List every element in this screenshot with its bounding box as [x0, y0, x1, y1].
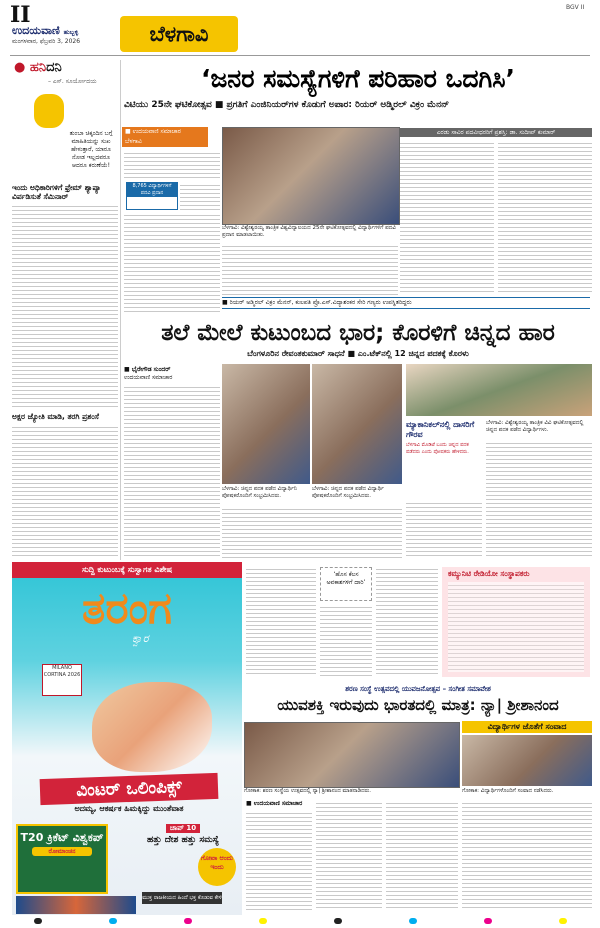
- column-divider: [120, 60, 121, 560]
- cricketer-strip: [16, 896, 136, 914]
- second-subhead: ಬೆಂಗಳೂರಿನ ರೇವಂತಕುಮಾರ್ ಸಾಧನೆ ■ ಎಂ.ಟೆಕ್‌ನಲ್ಲಿ 12 ಚಿನ್ನದ ಪದಕಕ್ಕೆ ಕೊರಳು: [247, 349, 469, 358]
- registration-marks: [0, 914, 600, 928]
- issue-date: ಮಂಗಳವಾರ, ಫೆಬ್ರವರಿ 3, 2026: [12, 38, 81, 45]
- honey-column-byline: – ಎಸ್. ಸೂರ್ಯೋದಯ: [48, 78, 97, 85]
- brand-edition: ಹುಬ್ಬಳ್ಳಿ: [63, 29, 79, 36]
- second-byline: ■ ಭೈರೇಗೌಡ ಸುಂದರ್: [124, 366, 171, 373]
- convocation-photo: [222, 127, 400, 225]
- lead-side-strip: ಎರಡು ಸಾವಿರ ಪದವೀಧರರಿಗೆ ಪ್ರಶಸ್ತಿ: ಡಾ. ಸುದೀಪ್ ಕುಮಾರ್: [400, 128, 592, 137]
- lower-body-6: [386, 800, 458, 910]
- olympic-logo: MILANO CORTINA 2026: [42, 664, 82, 696]
- second-body-3: [406, 500, 482, 558]
- ad-bottom-strip: ಮುಕ್ತ ರಾಜಕೀಯದ ಹಿಂದೆ ಭಕ್ತ ಕೊಡುವ ಕೇಳಿ: [142, 892, 222, 904]
- t20-tag: ರೋಮಾಂಚನ: [32, 847, 92, 856]
- gold-medal-photo-2: [312, 364, 402, 484]
- second-byline-place: ಉದಯವಾಣಿ ಸಮಾಚಾರ: [124, 374, 173, 381]
- lower-headline: ಯುವಶಕ್ತಿ ಇರುವುದು ಭಾರತದಲ್ಲಿ ಮಾತ್ರ: ನ್ಯಾ| ಶ್ರೀಶಾನಂದ: [277, 696, 559, 714]
- logo-part-a: ಹನಿ: [29, 60, 47, 75]
- page-label: BGV II: [566, 4, 585, 11]
- lead-byline-box: [122, 127, 208, 147]
- lower-body-4: [246, 810, 312, 910]
- lead-body-6: [222, 243, 398, 295]
- ad-banner: ವಿಂಟರ್ ಒಲಿಂಪಿಕ್ಸ್: [40, 773, 219, 805]
- lead-quote-box: [126, 182, 178, 210]
- second-body-4: [486, 440, 592, 558]
- cartoon-figure: [34, 94, 64, 128]
- lead-body-2: [180, 182, 220, 210]
- lead-body-1: [124, 150, 220, 180]
- lead-body-4: [400, 140, 494, 294]
- lower-body-1: [246, 566, 316, 676]
- left-story2-title: ಅಕ್ಷರ ಜ್ಯೋತಿ ಮಾಡಿ, ತರಗಿ ಪ್ರಶಂಸೆ: [12, 412, 99, 421]
- lower-side-label: ವಿದ್ಯಾರ್ಥಿಗಳ ಜೊತೆಗೆ ಸಂವಾದ: [462, 721, 592, 733]
- chapter-text: ಹತ್ತು ದೇಶ ಹತ್ತು ಸಮಸ್ಯೆ: [146, 835, 220, 845]
- lower-body-2: [320, 604, 372, 676]
- youth-fest-caption: ಗೋಕಾಕ: ಶರಣ ಸಂಸ್ಥೆಯ ಉತ್ಸವದಲ್ಲಿ ನ್ಯಾ| ಶ್ರೀಶಾನಂದ ಮಾತನಾಡಿದರು.: [244, 788, 372, 794]
- lead-note-bar: ■ ರಿಯರ್ ಅಡ್ಮಿರಲ್ ವಿಕ್ರಂ ಮೆನನ್, ಕುಲಪತಿ ಪ್ರೊ.ಎಸ್.ವಿದ್ಯಾಶಂಕರ ಸೇರಿ ಗಣ್ಯರು ಉಪಸ್ಥಿತರಿದ್ದರು: [222, 297, 590, 309]
- left-story-title: ಇಂದು ಅಧಿಕಾರಿಗಳಿಗೆ ಫ್ರೇಮ್ ಶ್ಯಾಪ್ಯಾ ವಿರ್ಪಡಿಸುತೆ ಸೆಮಿನಾರ್: [12, 183, 101, 201]
- logo-part-b: ದನಿ: [46, 60, 62, 75]
- t20-title: T20 ಕ್ರಿಕೆಟ್ ವಿಶ್ವಕಪ್: [20, 831, 104, 844]
- gold-medal-group-photo: [406, 364, 592, 416]
- lead-subhead: ವಿಟಿಯು 25ನೇ ಘಟಿಕೋತ್ಸವ ■ ಪ್ರಗತಿಗೆ ಎಂಜಿನಿಯರ್‌ಗಳ ಕೊಡುಗೆ ಅಪಾರ: ರಿಯರ್ ಅಡ್ಮಿರಲ್ ವಿಕ್ರಂ ಮೆನನ್: [124, 100, 450, 110]
- byline-label: ■ ಉದಯವಾಣಿ ಸಮಾಚಾರ: [125, 128, 181, 135]
- second-body-1: [124, 384, 220, 558]
- quote-text: 8,765 ವಿದ್ಯಾರ್ಥಿಗಳಿಗೆ ಪದವಿ ಪ್ರದಾನ: [127, 183, 177, 197]
- interaction-photo: [462, 735, 592, 786]
- lead-body-3: [124, 212, 220, 312]
- lead-headline: ‘ಜನರ ಸಮಸ್ಯೆಗಳಿಗೆ ಪರಿಹಾರ ಒದಗಿಸಿ’: [201, 64, 515, 93]
- convocation-caption: ಬೆಳಗಾವಿ: ವಿಶ್ವೇಶ್ವರಯ್ಯ ತಾಂತ್ರಿಕ ವಿಶ್ವವಿದ್ಯಾಲಯದ 25ನೇ ಘಟಿಕೋತ್ಸವದಲ್ಲಿ ವಿದ್ಯಾರ್ಥಿಗಳಿಗೆ ಪದವಿ ಪ್ರದಾನ ಮಾಡಲಾಯಿತು.: [222, 225, 396, 238]
- masthead-brand: [12, 24, 78, 38]
- ad-title: ತರಂಗ: [82, 583, 172, 634]
- inset-body: ಬೆಳಗಾವಿ ಮೊಡಿಟೆ ಬಂದು ಚಿನ್ನದ ಪದಕ ಪಡೆದರು ಎಂದು ಪೋಷಕರು ಹೇಳಿದರು.: [406, 442, 469, 455]
- lower-kicker: ಶರಣ ಸಂಸ್ಥೆ ಉತ್ಸವದಲ್ಲಿ ಯುವಜನೋತ್ಸವ – ಸಂಗೀತ ಸಮಾವೇಶ: [345, 685, 491, 693]
- ad-top-line: ಸುದ್ದಿ ಕುಟುಂಬಕ್ಕೆ ಸುಸ್ವಾಗತ ವಿಶೇಷ: [12, 562, 242, 578]
- chapter-tag: ಚಾಪ್ 10: [166, 824, 200, 833]
- ad-title-sub: ಕ್ವಾರ: [132, 632, 149, 645]
- brand-name: ಉದಯವಾಣಿ: [12, 24, 60, 37]
- inset-title: ಮ್ಯಾಕಾನಿಕಲ್‌ನಲ್ಲಿ ದಾಸರಿಗೆ ಗೌರವ: [406, 420, 475, 439]
- interaction-caption: ಗೋಕಾಕ: ವಿದ್ಯಾರ್ಥಿಗಳೊಂದಿಗೆ ಸಂವಾದ ನಡೆಸಿದರು.: [462, 788, 554, 794]
- youth-fest-photo: [244, 722, 460, 788]
- skater-figure: [92, 682, 212, 772]
- left-story2-body: [12, 424, 118, 556]
- lower-body-7: [462, 800, 592, 910]
- gold-medal-caption-2: ಬೆಳಗಾವಿ: ಚಿನ್ನದ ಪದಕ ಪಡೆದ ವಿದ್ಯಾರ್ಥಿ ಪೋಷಕರೊಂದಿಗೆ ಸಂಭ್ರಮಿಸಿದರು.: [312, 486, 384, 499]
- lead-body-5: [498, 140, 592, 294]
- ad-banner-sub: ಅದಮ್ಯ, ಆಕರ್ಷಕ ಹಿಮಕ್ಕಿದ್ದು ಮುಂತೆವಾತ: [74, 804, 184, 813]
- honey-column-logo: ● ಹನಿದನಿ: [14, 60, 62, 75]
- quote-ticket: ‘ಹೊಸ ಕೆಲಸ ಅವಕಾಶಗಳಿಗೆ ದಾರಿ’: [320, 567, 372, 601]
- gold-medal-caption-1: ಬೆಳಗಾವಿ: ಚಿನ್ನದ ಪದಕ ಪಡೆದ ವಿದ್ಯಾರ್ಥಿನಿ ಪೋಷಕರೊಂದಿಗೆ ಸಂಭ್ರಮಿಸಿದರು.: [222, 486, 297, 499]
- header-divider: [10, 55, 590, 56]
- lower-byline: ■ ಉದಯವಾಣಿ ಸಮಾಚಾರ: [246, 800, 303, 807]
- t20-box: [16, 824, 108, 894]
- info-box-body: [448, 582, 584, 672]
- city-name: ಬೆಳಗಾವಿ: [149, 22, 209, 46]
- gold-medal-photo-1: [222, 364, 310, 484]
- honey-column-verse: ತುಂಬಾ ಚಿಕ್ಕಂದಿನ ಬಗ್ಗೆ ಮಾಹಿತಿಯನ್ನು ಸುಖ ಹೇಳುತ್ತಾರೆ, ಯಾರೂ ನೋಡ ಇಲ್ಲದವರೂ ಆದರೂ ಕರುಣೆಯೆ!: [69, 130, 113, 169]
- left-story-body: [12, 203, 118, 408]
- second-body-2: [222, 506, 402, 558]
- page-section-number: II: [10, 2, 31, 28]
- gold-medal-group-caption: ಬೆಳಗಾವಿ: ವಿಶ್ವೇಶ್ವರಯ್ಯ ತಾಂತ್ರಿಕ ವಿವಿ ಘಟಿಕೋತ್ಸವದಲ್ಲಿ ಚಿನ್ನದ ಪದಕ ಪಡೆದ ವಿದ್ಯಾರ್ಥಿಗಳು.: [486, 420, 584, 433]
- goa-badge: ಗೋವಾ ಆಂದು ಇಂದು: [198, 848, 236, 886]
- lower-body-5: [316, 800, 382, 910]
- second-headline: ತಲೆ ಮೇಲೆ ಕುಟುಂಬದ ಭಾರ; ಕೊರಳಿಗೆ ಚಿನ್ನದ ಹಾರ: [161, 320, 555, 346]
- byline-place: ಬೆಳಗಾವಿ: [125, 138, 142, 145]
- lower-body-3: [376, 566, 438, 676]
- tarang-advertisement[interactable]: [12, 562, 242, 915]
- info-box-title: ಕಮ್ಯುನಿಟಿ ರೇಡಿಯೋ ಸಂಸ್ಥಾಪಕರು: [448, 569, 530, 578]
- city-banner: [120, 16, 238, 52]
- chapter-box: [128, 824, 238, 845]
